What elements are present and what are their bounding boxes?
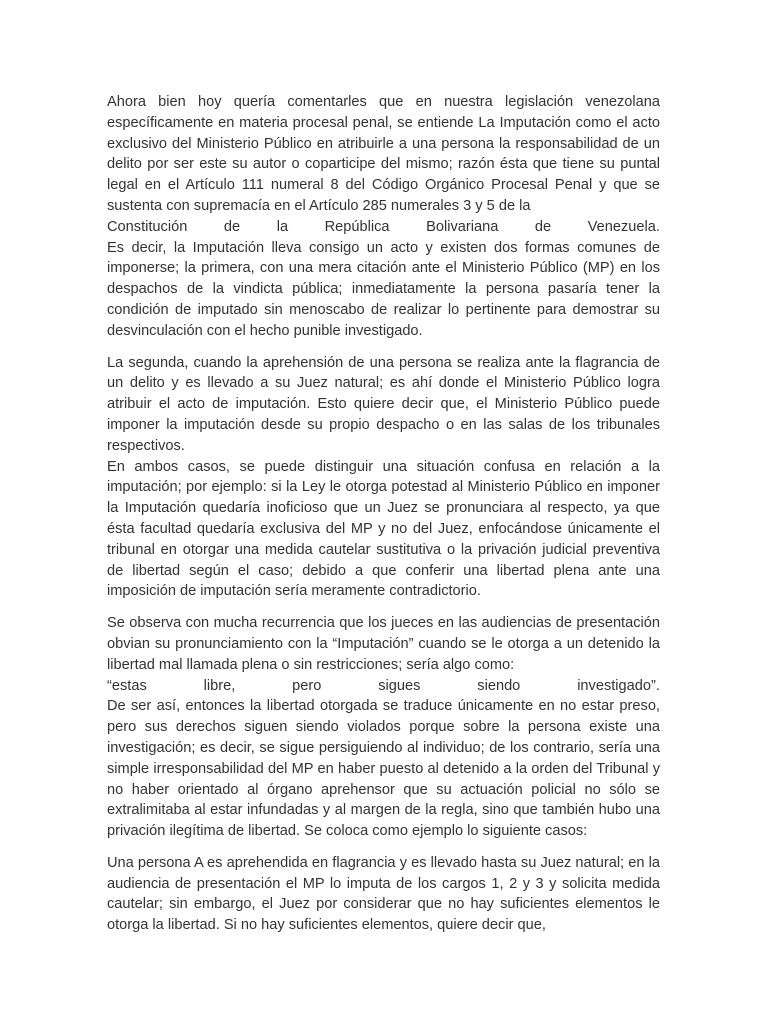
word: libre,: [203, 677, 236, 694]
word: sigues: [378, 677, 421, 694]
word: Bolivariana: [426, 218, 499, 235]
paragraph-2-continuation: En ambos casos, se puede distinguir una situación confusa en relación a la imputación; por ejemplo: si la Ley le otorga potestad al Ministerio Público en imponer la Imputación quedaría inoficioso que un Juez se pronunciara al respecto, ya que ésta facultad quedaría exclusiva del MP y no del Juez, enfocándose únicamente el tribunal en otorgar una medida cautelar sustitutiva o la privación judicial preventiva de libertad según el caso; debido a que conferir una libertad plena ante una imposición de imputación sería meramente contradictorio.: [107, 458, 660, 600]
word: Venezuela.: [587, 218, 660, 235]
word: pero: [292, 677, 322, 694]
word: la: [276, 218, 289, 235]
word: Constitución: [107, 218, 188, 235]
paragraph-2: [107, 353, 660, 603]
paragraph-1-justified-line: [107, 217, 660, 238]
paragraph-3-text: Se observa con mucha recurrencia que los jueces en las audiencias de presentación obvian su pronunciamiento con la “Imputación” cuando se le otorga a un detenido la libertad mal llamada plena o sin restricciones; sería algo como:: [107, 615, 660, 673]
paragraph-3-justified-line: [107, 676, 660, 697]
word: investigado”.: [577, 677, 660, 694]
word: siendo: [477, 677, 521, 694]
word: de: [223, 218, 241, 235]
word: República: [324, 218, 390, 235]
paragraph-2-text: La segunda, cuando la aprehensión de una persona se realiza ante la flagrancia de un delito y es llevado a su Juez natural; es ahí donde el Ministerio Público logra atribuir el acto de imputación. Esto quiere decir que, el Ministerio Público puede imponer la imputación desde su propio despacho o en las salas de los tribunales respectivos.: [107, 354, 660, 454]
paragraph-1-text: Ahora bien hoy quería comentarles que en nuestra legislación venezolana específicamente en materia procesal penal, se entiende La Imputación como el acto exclusivo del Ministerio Público en atribuirle a una persona la responsabilidad de un delito por ser este su autor o coparticipe del mismo; razón ésta que tiene su puntal legal en el Artículo 111 numeral 8 del Código Orgánico Procesal Penal y que se sustenta con supremacía en el Artículo 285 numerales 3 y 5 de la: [107, 94, 660, 214]
paragraph-3: [107, 613, 660, 842]
paragraph-3-continuation: De ser así, entonces la libertad otorgada se traduce únicamente en no estar preso, pero sus derechos siguen siendo violados porque sobre la persona existe una investigación; es decir, se sigue persiguiendo al individuo; de los contrario, sería una simple irresponsabilidad del MP en haber puesto al detenido a la orden del Tribunal y no haber orientado al órgano aprehensor que su actuación policial no sólo se extralimitaba al estar infundadas y al margen de la regla, sino que también hubo una privación ilegítima de libertad. Se coloca como ejemplo lo siguiente casos:: [107, 698, 660, 840]
paragraph-4-text: Una persona A es aprehendida en flagrancia y es llevado hasta su Juez natural; en la audiencia de presentación el MP lo imputa de los cargos 1, 2 y 3 y solicita medida cautelar; sin embargo, el Juez por considerar que no hay suficientes elementos le otorga la libertad. Si no hay suficientes elementos, quiere decir que,: [107, 854, 660, 934]
paragraph-1: [107, 92, 660, 342]
word: “estas: [107, 677, 147, 694]
paragraph-4: [107, 853, 660, 936]
paragraph-1-continuation: Es decir, la Imputación lleva consigo un acto y existen dos formas comunes de imponerse; la primera, con una mera citación ante el Ministerio Público (MP) en los despachos de la vindicta pública; inmediatamente la persona pasaría tener la condición de imputado sin menoscabo de realizar lo pertinente para demostrar su desvinculación con el hecho punible investigado.: [107, 239, 660, 339]
word: de: [534, 218, 552, 235]
